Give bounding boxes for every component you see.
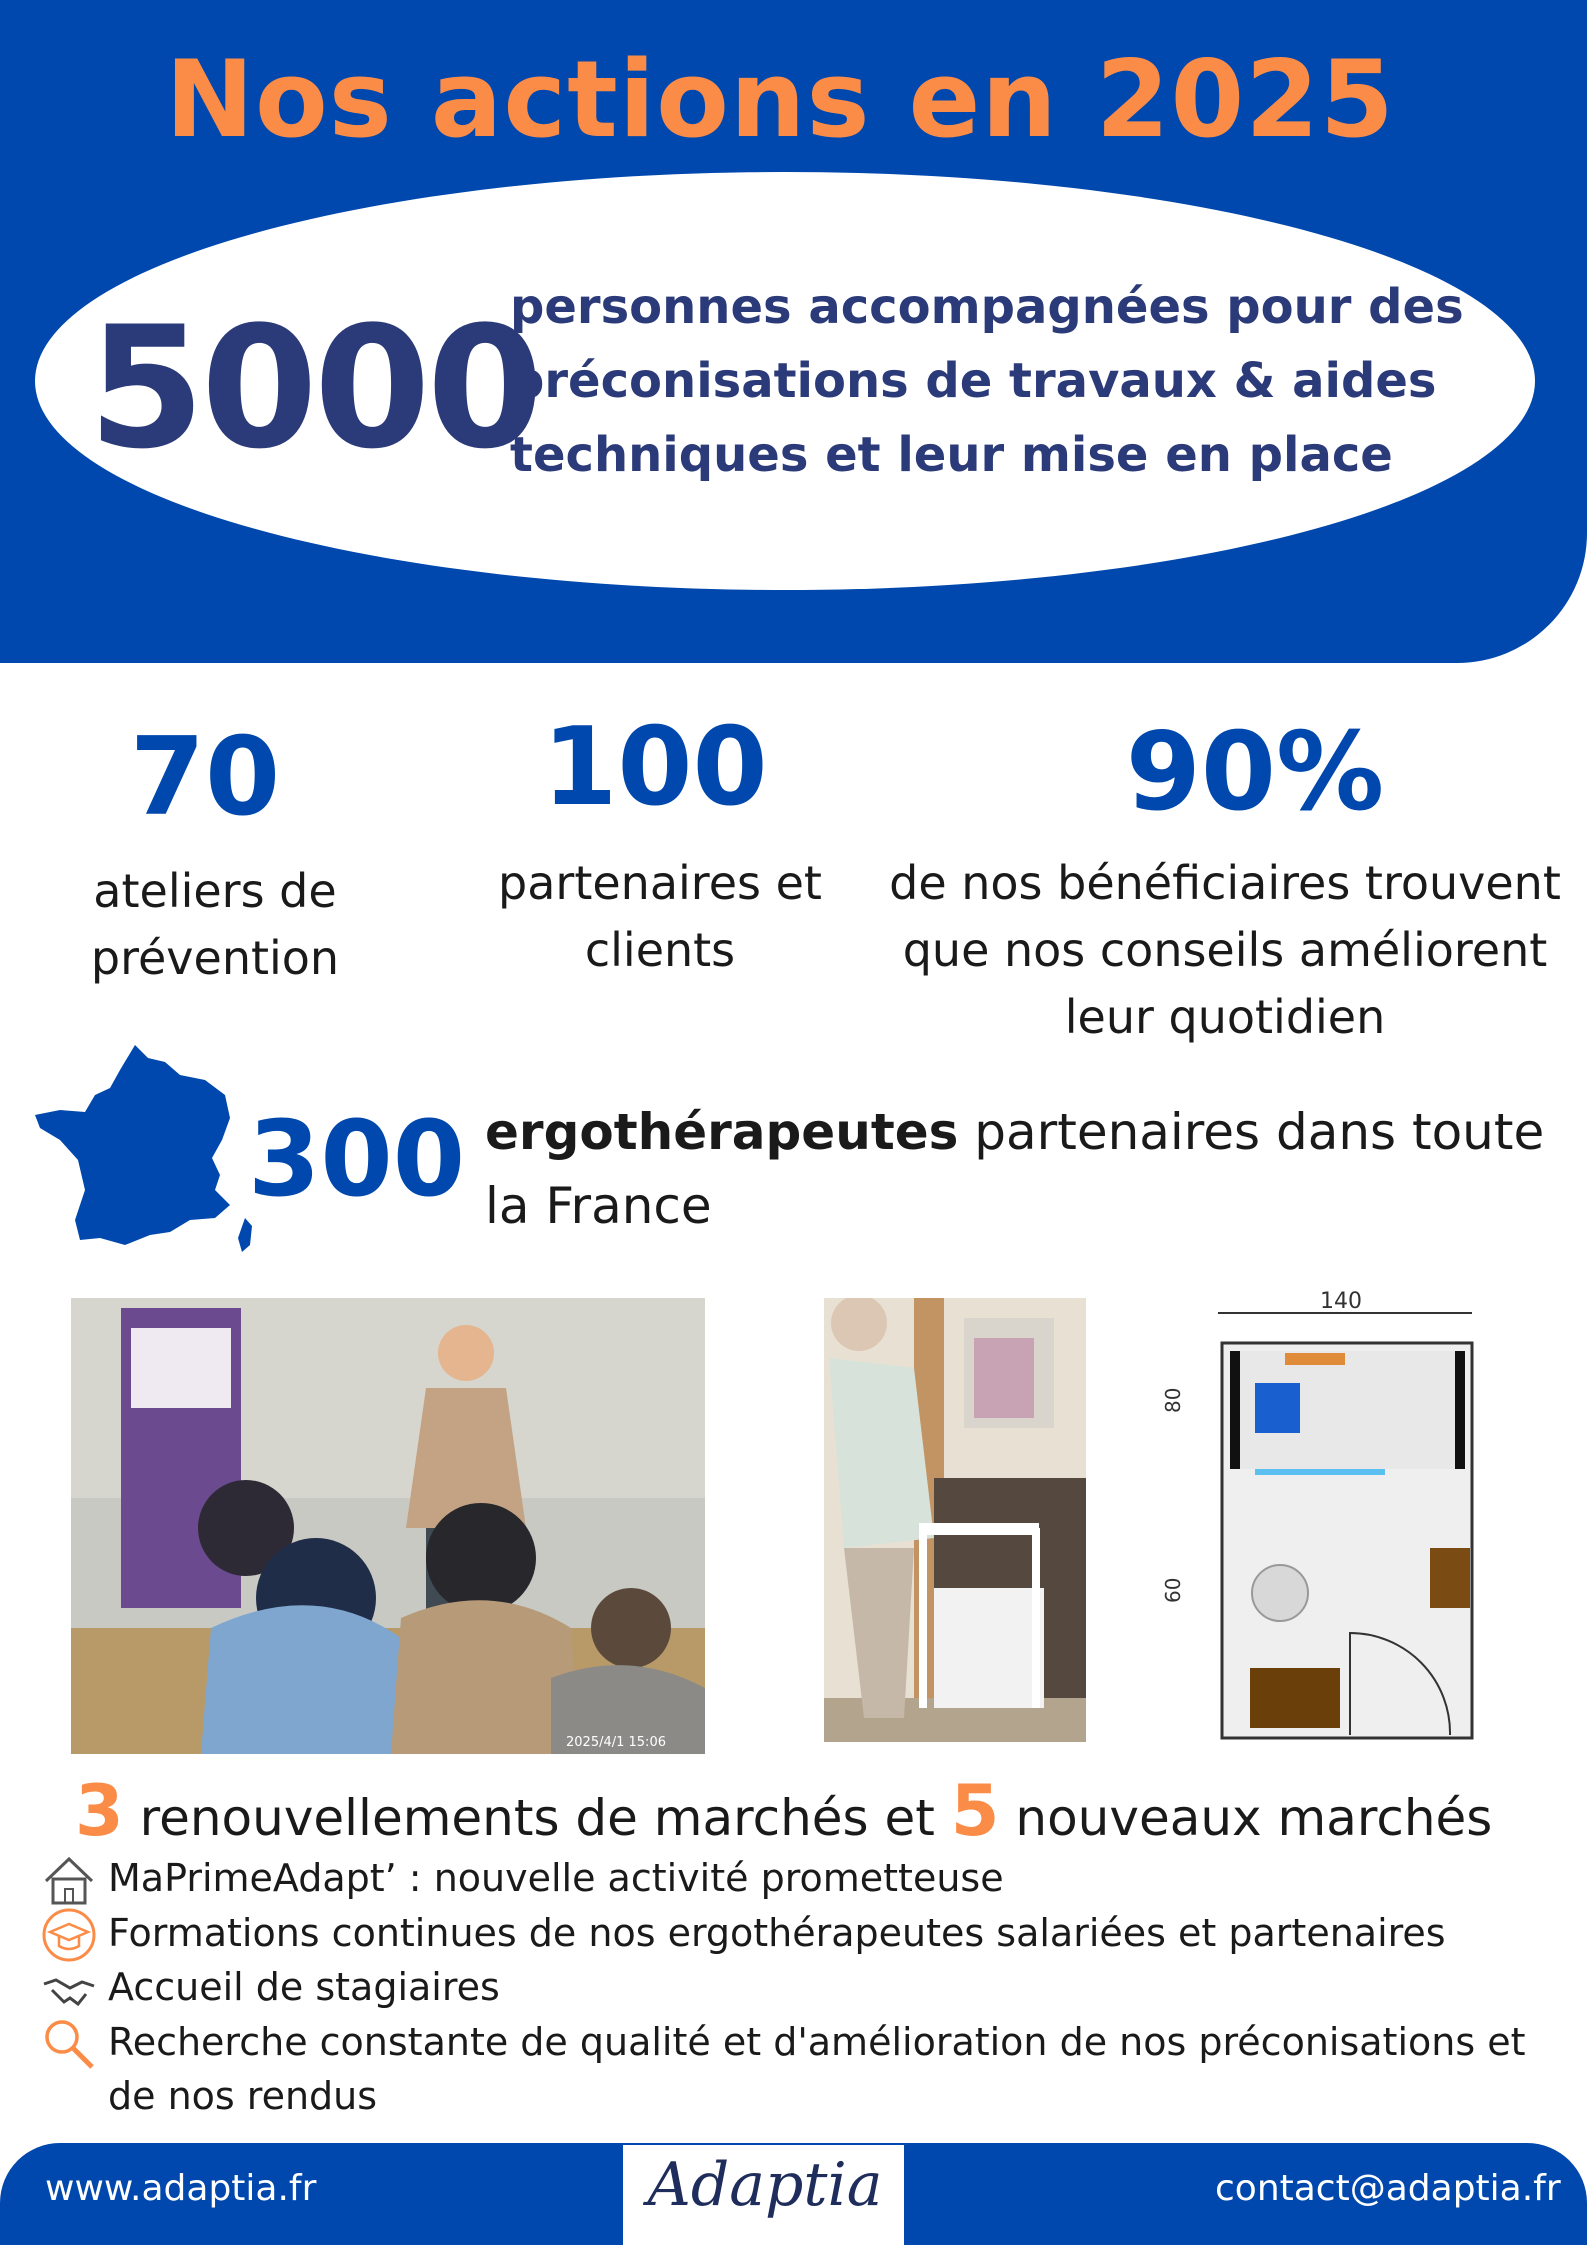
walker-photo xyxy=(824,1298,1086,1742)
therapists-number: 300 xyxy=(248,1098,466,1220)
renewals-number: 3 xyxy=(75,1770,124,1852)
website-link[interactable]: www.adaptia.fr xyxy=(45,2168,317,2209)
plan-width-label: 140 xyxy=(1320,1289,1362,1314)
plan-label-80: 80 xyxy=(1161,1387,1185,1413)
therapists-text xyxy=(485,1095,1545,1243)
handshake-icon xyxy=(40,1960,98,2018)
therapists-bold-label: ergothérapeutes xyxy=(485,1103,959,1161)
stat-partners-number: 100 xyxy=(542,705,768,830)
adaptia-logo: Adaptia xyxy=(647,2150,883,2220)
france-map-icon xyxy=(30,1040,265,1255)
stat-satisfaction-number: 90% xyxy=(1125,710,1385,835)
email-link[interactable]: contact@adaptia.fr xyxy=(1215,2168,1561,2209)
bullet-text: MaPrimeAdapt’ : nouvelle activité prometteuse xyxy=(108,1856,1004,1900)
house-icon xyxy=(40,1851,98,1909)
hero-text: personnes accompagnées pour des préconisations de travaux & aides techniques et leur mise en place xyxy=(510,279,1464,483)
bullet-text: Formations continues de nos ergothérapeutes salariées et partenaires xyxy=(108,1911,1446,1955)
magnifier-icon xyxy=(40,2015,98,2073)
stat-workshops-label: ateliers de prévention xyxy=(90,864,340,985)
bullet-text: Accueil de stagiaires xyxy=(108,1965,500,2009)
stat-partners-label: partenaires et clients xyxy=(498,856,822,977)
stat-satisfaction-label: de nos bénéficiaires trouvent que nos conseils améliorent leur quotidien xyxy=(889,856,1561,1044)
markets-line xyxy=(75,1770,1575,1852)
photo-timestamp: 2025/4/1 15:06 xyxy=(566,1735,666,1750)
graduation-cap-icon xyxy=(40,1906,98,1964)
new-markets-text: nouveaux marchés xyxy=(1015,1789,1493,1847)
bathroom-plan xyxy=(1150,1283,1500,1753)
workshop-photo xyxy=(71,1298,705,1754)
page-title: Nos actions en 2025 xyxy=(165,38,1395,161)
renewals-text: renouvellements de marchés et xyxy=(139,1789,935,1847)
hero-number: 5000 xyxy=(88,290,540,486)
plan-label-60: 60 xyxy=(1161,1577,1185,1603)
stat-workshops-number: 70 xyxy=(129,715,281,840)
new-markets-number: 5 xyxy=(950,1770,1000,1852)
therapists-rest-label: partenaires dans toute la France xyxy=(485,1103,1545,1235)
bullet-text: Recherche constante de qualité et d'amélioration de nos préconisations et de nos rendus xyxy=(108,2020,1526,2118)
